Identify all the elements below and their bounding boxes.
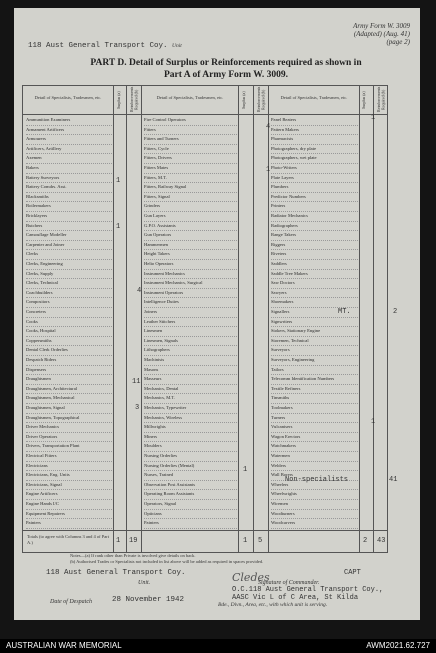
col-header-detail-3: Detail of Specialists, Tradesmen, etc. <box>280 95 348 100</box>
col-header-surplus-1: Surplus (a) <box>116 91 121 109</box>
trade-row: Draughtsmen, Topographical <box>26 414 112 424</box>
archive-id: AWM2021.62.727 <box>366 641 430 650</box>
trade-row: Drivers, Transportation Plant <box>26 442 112 452</box>
trade-row: Leather Stitchers <box>144 318 237 328</box>
trade-row: Painters <box>144 519 237 529</box>
title-line-2: Part A of Army Form W. 3009. <box>163 70 288 80</box>
entry-storemen-required: 2 <box>393 308 398 316</box>
trade-row: Welders <box>271 462 358 472</box>
footnote-1: Notes—(a) If rank other than Private is involved give details on back. <box>70 553 196 558</box>
trade-row: Telecomm Identification Numbers <box>271 375 358 385</box>
trade-row: Bricklayers <box>26 212 112 222</box>
trade-row: Battery Comdrs. Asst. <box>26 183 112 193</box>
trade-row: Artificers, Artillery <box>26 145 112 155</box>
trade-row: Fitters, M.T. <box>144 174 237 184</box>
trade-row: Driver Operators <box>26 433 112 443</box>
trade-row: Armament Artificers <box>26 126 112 136</box>
trade-row: Saw Doctors <box>271 279 358 289</box>
trade-row: Range Takers <box>271 231 358 241</box>
trade-row: Millwrights <box>144 423 237 433</box>
archive-caption-bar <box>0 639 436 653</box>
trade-row: Hammermen <box>144 241 237 251</box>
trade-row: Moulders <box>144 442 237 452</box>
col-header-required-1: Reinforcements Required (b) <box>129 86 139 112</box>
trade-row: Clerks <box>26 250 112 260</box>
trade-row: Photo-Writers <box>271 164 358 174</box>
entry-painters-surplus: 1 <box>243 466 248 474</box>
col-header-surplus-2: Surplus (a) <box>241 91 246 109</box>
trade-row: Fitters, Signal <box>144 193 237 203</box>
trade-row: Saddle Tree Makers <box>271 270 358 280</box>
trade-row: Riggers <box>271 241 358 251</box>
trade-row: Blacksmiths <box>26 193 112 203</box>
entry-driver-mechanics-required: 11 <box>132 378 141 386</box>
trade-row: Riveters <box>271 250 358 260</box>
trade-row: Fitters, Railway Signal <box>144 183 237 193</box>
trade-row: Dispensers <box>26 366 112 376</box>
trade-row: Linesmen, Signals <box>144 337 237 347</box>
trade-row: Panel Beaters <box>271 116 358 126</box>
trade-row: Linesmen <box>144 327 237 337</box>
trade-row: Grinders <box>144 202 237 212</box>
trade-row: Clerks, Engineering <box>26 260 112 270</box>
trade-row: Masons <box>144 366 237 376</box>
trade-row: G.P.O. Assistants <box>144 222 237 232</box>
trade-row: Compositors <box>26 298 112 308</box>
trade-row: Ammunition Examiners <box>26 116 112 126</box>
title-line-1: PART D. Detail of Surplus or Reinforcements required as shown in <box>90 58 362 68</box>
footnote-2: (b) Authorised Trades or Specialists not included in list above will be added as required in spaces provided. <box>70 559 264 564</box>
trade-row: Wagon Erectors <box>271 433 358 443</box>
trade-row: Turners <box>271 414 358 424</box>
trade-row: Tailors <box>271 366 358 376</box>
trade-row: Nursing Orderlies <box>144 452 237 462</box>
entry-fitters-mt-surplus: 1 <box>266 166 271 174</box>
trade-row: Vulcanisers <box>271 423 358 433</box>
trade-row: Wall Borers <box>271 471 358 481</box>
footer-unit-label: Unit. <box>138 580 151 586</box>
trade-row: Fitters, Drivers <box>144 154 237 164</box>
footer-command-label: Bde., Divn., Area, etc., with which unit is serving. <box>218 602 328 608</box>
trade-row: Shoemakers <box>271 298 358 308</box>
trade-row: Signwriters <box>271 318 358 328</box>
trade-row: Intelligence Duties <box>144 298 237 308</box>
trade-row: Radiator Mechanics <box>271 212 358 222</box>
trade-row: Photographers, dry plate <box>271 145 358 155</box>
trade-row: Battery Surveyors <box>26 174 112 184</box>
trade-row: Instrument Mechanics <box>144 270 237 280</box>
trade-row: Plumbers <box>271 183 358 193</box>
trade-row: Cooks <box>26 318 112 328</box>
trade-row: Boilermakers <box>26 202 112 212</box>
unit-name: 118 Aust General Transport Coy. <box>28 42 168 50</box>
trade-row: Bakers <box>26 164 112 174</box>
trade-row: Tinsmiths <box>271 394 358 404</box>
trade-row: Textile Refiners <box>271 385 358 395</box>
trade-row: Instrument Mechanics, Surgical <box>144 279 237 289</box>
trade-row: Draughtsmen, Mechanical <box>26 394 112 404</box>
col-header-required-3: Reinforcements Required (b) <box>376 86 386 112</box>
form-number <box>353 22 410 46</box>
trade-row: Photographers, wet plate <box>271 154 358 164</box>
trade-row: Pharmacists <box>271 135 358 145</box>
footer-command-2: AASC Vic L of C Area, St Kilda <box>232 594 359 602</box>
trade-row: Despatch Riders <box>26 356 112 366</box>
trade-row: Axemen <box>26 154 112 164</box>
trade-row: Helio Operators <box>144 260 237 270</box>
trade-row: Engine Artificers <box>26 490 112 500</box>
trade-row: Equipment Repairers <box>26 510 112 520</box>
trade-row: Fitters, Cycle <box>144 145 237 155</box>
commander-signature: Cledes <box>232 571 270 584</box>
trade-row: Machinists <box>144 356 237 366</box>
footer-date-label: Date of Despatch <box>50 599 92 605</box>
trade-row: Wheelers <box>271 481 358 491</box>
trade-row: Electricians, Eng. Units <box>26 471 112 481</box>
trade-row: Stokers, Stationary Engine <box>271 327 358 337</box>
total-col1-surplus: 1 <box>116 537 121 545</box>
form-line-2: (Adapted) (Aug. 41) <box>353 30 410 38</box>
trade-row: Nurses, Trained <box>144 471 237 481</box>
footer-command-1: O.C.118 Aust General Transport Coy., <box>232 586 384 594</box>
entry-carpenter-surplus: 1 <box>116 223 121 231</box>
trade-row: Concreters <box>26 308 112 318</box>
trade-row: Operators, Signal <box>144 500 237 510</box>
footer-unit: 118 Aust General Transport Coy. <box>46 569 186 577</box>
trade-row: Printers <box>271 202 358 212</box>
total-col2-required: 5 <box>258 537 263 545</box>
trade-row: Mechanics, Wireless <box>144 414 237 424</box>
trade-row: Woodturners <box>271 510 358 520</box>
entry-storemen-mt: MT. <box>338 308 351 316</box>
trade-row: Surveyors <box>271 346 358 356</box>
trade-row: Watermen <box>271 452 358 462</box>
trade-row: Butchers <box>26 222 112 232</box>
trade-row: Draughtsmen, Architectural <box>26 385 112 395</box>
entry-welders-surplus: 1 <box>371 418 376 426</box>
trade-row: Electricians, Signal <box>26 481 112 491</box>
trade-row: Storemen, Technical <box>271 337 358 347</box>
total-col1-required: 19 <box>129 537 138 545</box>
trade-row: Engine Hands I/C <box>26 500 112 510</box>
footer-date: 28 November 1942 <box>112 596 185 604</box>
trade-row: Draughtsmen, Signal <box>26 404 112 414</box>
trade-row: Driver Mechanics <box>26 423 112 433</box>
trade-row: Height Takers <box>144 250 237 260</box>
trades-table <box>22 85 398 553</box>
footer-rank: CAPT <box>344 569 361 577</box>
trade-row: Carpenter and Joiner <box>26 241 112 251</box>
entry-non-specialists-required: 41 <box>389 476 398 484</box>
footer-signature-label: Signature of Commander. <box>258 580 320 586</box>
col-header-surplus-3: Surplus (a) <box>361 91 366 109</box>
trade-row: Joiners <box>144 308 237 318</box>
trade-row: Observation Post Assistants <box>144 481 237 491</box>
totals-label: Totals (to agree with Columns 3 and 4 of Part A.) <box>27 534 110 545</box>
trade-row: Woodcarvers <box>271 519 358 529</box>
trade-row: Nursing Orderlies (Mental) <box>144 462 237 472</box>
trade-row: Radiographers <box>271 222 358 232</box>
entry-electrical-fitters-required: 3 <box>135 404 140 412</box>
trade-row: Coppersmiths <box>26 337 112 347</box>
trade-row: Plate Layers <box>271 174 358 184</box>
trade-row: Mechanics, Typewriter <box>144 404 237 414</box>
col-header-detail-2: Detail of Specialists, Tradesmen, etc. <box>156 95 224 100</box>
trade-row: Operating Room Assistants <box>144 490 237 500</box>
col-header-required-2: Reinforcements Required (b) <box>256 86 266 112</box>
trade-row: Predictor Numbers <box>271 193 358 203</box>
trade-row: Draughtsmen <box>26 375 112 385</box>
total-col2-surplus: 1 <box>243 537 248 545</box>
trade-row: Opticians <box>144 510 237 520</box>
trade-row: Saddlers <box>271 260 358 270</box>
unit-suffix: Unit <box>172 43 182 49</box>
trade-row: Armourers <box>26 135 112 145</box>
form-title <box>66 57 386 81</box>
trade-row: Fitters <box>144 126 237 136</box>
trade-row: Gun Layers <box>144 212 237 222</box>
trade-row: Gun Operators <box>144 231 237 241</box>
entry-cooks-required: 4 <box>137 287 142 295</box>
trade-row: Camouflage Modeller <box>26 231 112 241</box>
form-line-3: (page 2) <box>386 38 410 46</box>
trade-row: Wheelwrights <box>271 490 358 500</box>
trade-row: Surveyors, Engineering <box>271 356 358 366</box>
trade-row: Clerks, Supply <box>26 270 112 280</box>
trade-row: Dental Clerk Orderlies <box>26 346 112 356</box>
trade-row: Fire Control Operators <box>144 116 237 126</box>
trade-row: Masseurs <box>144 375 237 385</box>
trade-row: Sawyers <box>271 289 358 299</box>
archive-name: AUSTRALIAN WAR MEMORIAL <box>6 641 122 650</box>
trade-row: Pattern Makers <box>271 126 358 136</box>
trade-row: Clerks, Technical <box>26 279 112 289</box>
trade-row: Mechanics, M.T. <box>144 394 237 404</box>
trade-row: Fitters and Turners <box>144 135 237 145</box>
trade-row: Instrument Operators <box>144 289 237 299</box>
trade-row: Coachbuilders <box>26 289 112 299</box>
trade-row: Mechanics, Dental <box>144 385 237 395</box>
trade-row: Signallers <box>271 308 358 318</box>
unit-header <box>28 42 182 50</box>
total-col3-surplus: 2 <box>363 537 368 545</box>
entry-panel-beaters-surplus: 1 <box>371 114 376 122</box>
trade-row: Electrical Fitters <box>26 452 112 462</box>
trade-row: Wiremen <box>271 500 358 510</box>
trade-row: Lithographers <box>144 346 237 356</box>
trade-row: Cooks, Hospital <box>26 327 112 337</box>
trade-row: Electricians <box>26 462 112 472</box>
total-col3-required: 43 <box>377 537 386 545</box>
entry-blacksmiths-required: 1 <box>116 177 121 185</box>
trade-row: Miners <box>144 433 237 443</box>
form-line-1: Army Form W. 3009 <box>353 22 410 30</box>
col-header-detail-1: Detail of Specialists, Tradesmen, etc. <box>34 95 102 100</box>
entry-fitters-surplus: 4 <box>266 123 271 131</box>
trade-row: Watchmakers <box>271 442 358 452</box>
trade-row: Fitters Mates <box>144 164 237 174</box>
entry-non-specialists-label: Non-specialists <box>285 476 349 484</box>
trade-row: Toolmakers <box>271 404 358 414</box>
trade-row: Painters <box>26 519 112 529</box>
